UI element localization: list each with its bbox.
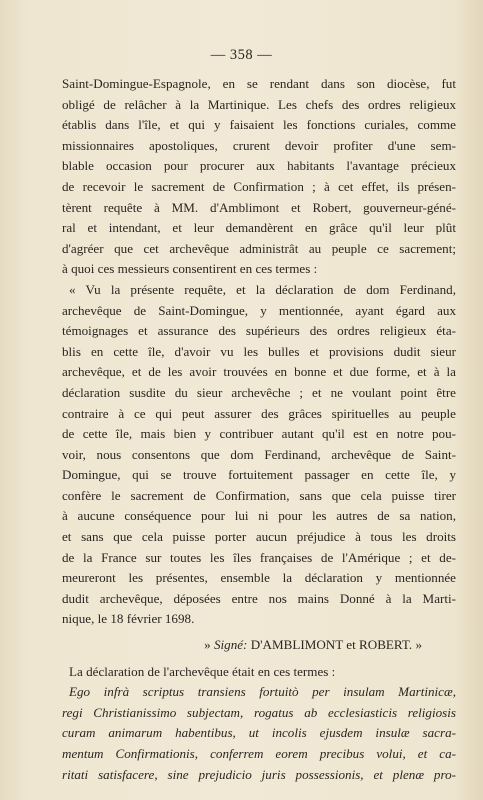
text-line: archevêque de Saint-Domingue, y mentionnée, ayant égard aux [62, 302, 456, 318]
page-number: — 358 — [210, 47, 273, 63]
text-line: La déclaration de l'archevêque était en ces termes : [69, 663, 336, 679]
text-line: Saint-Domingue-Espagnole, en se rendant dans son diocèse, fut [62, 76, 456, 91]
latin-line: curam animarum habentibus, ut incolis ejusdem insulæ sacra- [62, 725, 456, 741]
text-line: blable occasion pour procurer aux habitants l'avantage précieux [62, 158, 456, 174]
latin-line: mentum Confirmationis, conferrem eorem precibus volui, et ca- [62, 746, 456, 761]
text-line: de cette île, mais bien y contribuer autant qu'il est en notre pou- [62, 426, 456, 442]
text-line: dudit archevêque, déposées entre nos mains Donné à la Marti- [62, 590, 456, 606]
text-line: nique, le 18 février 1698. [62, 611, 195, 627]
page-body [62, 74, 456, 785]
text-line: Domingue, qui se trouve fortuitement passager en cette île, y [62, 467, 456, 483]
signature-names: D'AMBLIMONT et ROBERT. » [247, 637, 422, 653]
latin-line: Ego infrà scriptus transiens fortuitò per insulam Martinicæ, [69, 684, 456, 700]
text-line: blis en cette île, d'avoir vu les bulles et provisions dudit sieur [62, 343, 456, 359]
text-line: à aucune conséquence pour lui ni pour les autres de sa nation, [62, 508, 456, 524]
text-line: contraire à ce qui peut assurer des grâces spirituelles au peuple [62, 405, 456, 421]
signature-signe: Signé: [213, 637, 248, 653]
text-line: meureront les présentes, ensemble la déclaration y mentionnée [62, 570, 456, 586]
text-line: et sans que cela puisse porter aucun préjudice à tous les droits [62, 529, 456, 545]
text-line: de recevoir le sacrement de Confirmation ; à cet effet, ils présen- [62, 178, 456, 194]
text-line: à quoi ces messieurs consentirent en ces termes : [62, 261, 318, 277]
text-line: tèrent requête à MM. d'Amblimont et Robert, gouverneur-géné- [62, 199, 456, 215]
text-line: de la France sur toutes les îles françaises de l'Amérique ; et de- [62, 549, 456, 565]
text-line: voir, nous consentons que dom Ferdinand, archevêque de Saint- [62, 446, 456, 462]
text-line: établis dans l'île, et qui y faisaient les fonctions curiales, comme [62, 117, 456, 133]
latin-line: regi Christianissimo subjectam, rogatus ab ecclesiasticis religiosis [62, 704, 456, 720]
text-line: déclaration susdite du sieur archevêche ; et ne voulant point être [62, 384, 456, 400]
text-line: d'agréer que cet archevêque administrât au peuple ce sacrement; [62, 240, 456, 256]
text-line: confère le sacrement de Confirmation, sans que cela puisse tirer [62, 487, 456, 503]
signature-line [62, 635, 456, 656]
text-line: obligé de relâcher à la Martinique. Les chefs des ordres religieux [62, 96, 456, 112]
text-line: témoignages et assurance des supérieurs des ordres religieux éta- [62, 323, 456, 339]
text-line: ral et intendant, et leur demandèrent en grâce qu'il leur plût [62, 220, 456, 236]
text-line: « Vu la présente requête, et la déclaration de dom Ferdinand, [69, 281, 456, 297]
text-line: missionnaires apostoliques, crurent devoir profiter d'une sem- [62, 137, 456, 153]
text-line: archevêque, et de les avoir trouvées en bonne et due forme, et à la [62, 364, 456, 380]
latin-line: ritati satisfacere, sine prejudicio juris possessionis, et plenæ pro- [62, 766, 456, 782]
signature-open: » [204, 637, 214, 653]
